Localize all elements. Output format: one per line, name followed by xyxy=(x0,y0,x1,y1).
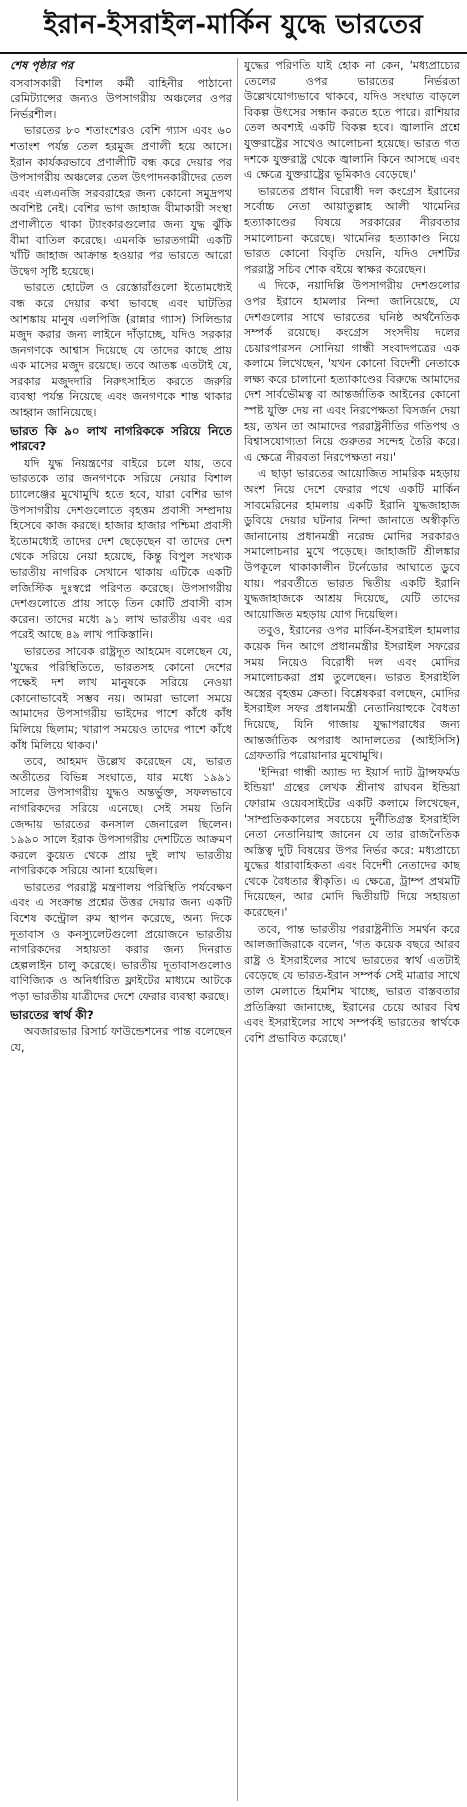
subheading: ভারত কি ৯০ লাখ নাগরিককে সরিয়ে নিতে পারবে? xyxy=(10,423,232,454)
article-paragraph: এ ছাড়া ভারতের আয়োজিত সামরিক মহড়ায় অংশ নিয়ে দেশে ফেরার পথে একটি মার্কিন সাবমেরিনের হামলায় একটি ইরানি যুদ্ধজাহাজ ডুবিয়ে দেয়ার ঘটনার নিন্দা জানাতে অস্বীকৃতি জানানোয় প্রধানমন্ত্রী নরেন্দ্র মোদির সরকারও সমালোচনার মুখে পড়েছে। জাহাজটি শ্রীলঙ্কার উপকূলে থাকাকালীন টর্নেডোর আঘাতে ডুবে যায়। পরবর্তীতে ভারত দ্বিতীয় একটি ইরানি যুদ্ধজাহাজকে আশ্রয় দিয়েছে, যেটি তাদের আয়োজিত মহড়ায় যোগ দিয়েছিল। xyxy=(244,467,460,621)
article-paragraph: তবুও, ইরানের ওপর মার্কিন-ইসরাইল হামলার কয়েক দিন আগে প্রধানমন্ত্রীর ইসরাইল সফরের সময় নিয়েও বিরোধী দল এবং মোদির সমালোচকরা প্রশ্ন তুলেছেন। ভারত ইসরাইলি অস্ত্রের বৃহত্তম ক্রেতা। বিশ্লেষকরা বলছেন, মোদির ইসরাইল সফর প্রধানমন্ত্রী নেতানিয়াহুকে বৈধতা দিয়েছে, যিনি গাজায় যুদ্ধাপরাধের জন্য আন্তর্জাতিক অপরাধ আদালতের (আইসিসি) গ্রেফতারি পরোয়ানার মুখোমুখি। xyxy=(244,624,460,763)
article-paragraph: যদি যুদ্ধ নিয়ন্ত্রণের বাইরে চলে যায়, তবে ভারতকে তার জনগণকে সরিয়ে নেয়ার বিশাল চ্যালেঞ্জের মুখোমুখি হতে হবে, যারা বেশির ভাগ উপসাগরীয় দেশগুলোতে বৃহত্তম প্রবাসী সম্প্রদায় হিসেবে কাজ করছে। হাজার হাজার পশ্চিমা প্রবাসী ইতোমধ্যেই তাদের দেশ ছেড়েছেন বা তাদের দেশ থেকে সরিয়ে নেয়া হয়েছে, কিন্তু বিপুল সংখ্যক ভারতীয় নাগরিক সেখানে থাকায় এটিকে একটি লজিস্টিক দুঃস্বপ্নে পরিণত করেছে। উপসাগরীয় দেশগুলোতে প্রায় সাড়ে তিন কোটি প্রবাসী বাস করেন। তাদের মধ্যে ৯১ লাখ ভারতীয় এবং এর পরেই আছে ৪৯ লাখ পাকিস্তানি। xyxy=(10,456,232,642)
article-paragraph: ভারতের প্রধান বিরোধী দল কংগ্রেস ইরানের সর্বোচ্চ নেতা আয়াতুল্লাহ আলী খামেনির হত্যাকাণ্ডের বিষয়ে সরকারের নীরবতার সমালোচনা করেছে। খামেনির হত্যাকাণ্ড নিয়ে ভারত কোনো বিবৃতি দেয়নি, যদিও দেশটির পররাষ্ট্র সচিব শোক বইয়ে স্বাক্ষর করেছেন। xyxy=(244,184,460,276)
article-paragraph: তবে, আহমদ উল্লেখ করেছেন যে, ভারত অতীতের বিভিন্ন সংঘাতে, যার মধ্যে ১৯৯১ সালের উপসাগরীয় যুদ্ধও অন্তর্ভুক্ত, সফলভাবে নাগরিকদের সরিয়ে এনেছে। সেই সময় তিনি জেদ্দায় ভারতের কনসাল জেনারেল ছিলেন। ১৯৯০ সালে ইরাক উপসাগরীয় দেশটিতে আক্রমণ করলে কুয়েত থেকে প্রায় দুই লাখ ভারতীয় নাগরিককে সরিয়ে আনা হয়েছিল। xyxy=(10,755,232,878)
column-divider xyxy=(237,58,238,1801)
subheading: ভারতের স্বার্থ কী? xyxy=(10,1007,94,1022)
article-paragraph: বসবাসকারী বিশাল কর্মী বাহিনীর পাঠানো রেমিট্যান্সের জন্যও উপসাগরীয় অঞ্চলের ওপর নির্ভরশীল। xyxy=(10,76,232,121)
left-column xyxy=(10,58,232,1803)
article-paragraph: এ দিকে, নয়াদিল্লি উপসাগরীয় দেশগুলোর ওপর ইরানে হামলার নিন্দা জানিয়েছে, যে দেশগুলোর সাথে ভারতের ঘনিষ্ঠ অর্থনৈতিক সম্পর্ক রয়েছে। কংগ্রেস সংসদীয় দলের চেয়ারপারসন সোনিয়া গান্ধী সংবাদপত্রের এক কলামে লিখেছেন, 'যখন কোনো বিদেশী নেতাকে লক্ষ্য করে চালানো হত্যাকাণ্ডের বিরুদ্ধে আমাদের দেশ সার্বভৌমত্ব বা আন্তর্জাতিক আইনের কোনো স্পষ্ট যুক্তি দেয় না এবং নিরপেক্ষতা বিসর্জন দেয়া হয়, তখন তা আমাদের পররাষ্ট্রনীতির গতিপথ ও বিশ্বাসযোগ্যতা নিয়ে গুরুতর সন্দেহ তৈরি করে। এ ক্ষেত্রে নীরবতা নিরপেক্ষতা নয়।' xyxy=(244,279,460,464)
article-paragraph: ভারতে হোটেল ও রেস্তোরাঁগুলো ইতোমধ্যেই বন্ধ করে দেয়ার কথা ভাবছে এবং ঘাটতির আশঙ্কায় মানুষ এলপিজি (রান্নার গ্যাস) সিলিন্ডার মজুদ করার জন্য লাইনে দাঁড়াচ্ছে, যদিও সরকার জনগণকে আশ্বাস দিয়েছে যে তাদের কাছে প্রায় এক মাসের মজুদ রয়েছে। তবে আতঙ্ক এতটাই যে, সরকার মজুদদারি নিরুৎসাহিত করতে জরুরি ব্যবস্থা পর্যন্ত নিয়েছে এবং জনগণকে শান্ত থাকার আহ্বান জানিয়েছে। xyxy=(10,281,232,420)
headline: ইরান-ইসরাইল-মার্কিন যুদ্ধে ভারতের xyxy=(0,0,467,54)
article-paragraph: ভারতের পররাষ্ট্র মন্ত্রণালয় পরিস্থিতি পর্যবেক্ষণ এবং এ সংক্রান্ত প্রশ্নের উত্তর দেয়ার জন্য একটি বিশেষ কন্ট্রোল রুম স্থাপন করেছে, অন্য দিকে দূতাবাস ও কনস্যুলেটগুলো প্রয়োজনে ভারতীয় নাগরিকদের সহায়তা করার জন্য দিনরাত হেল্পলাইন চালু করেছে। ভারতীয় দূতাবাসগুলোও বাণিজ্যিক ও অনির্ধারিত ফ্লাইটের মাধ্যমে আটকে পড়া ভারতীয় যাত্রীদের দেশে ফেরার ব্যবস্থা করছে। xyxy=(10,880,232,1004)
article-paragraph: ভারতের সাবেক রাষ্ট্রদূত আহমেদ বলেছেন যে, 'যুদ্ধের পরিস্থিতিতে, ভারতসহ কোনো দেশের পক্ষেই দশ লাখ মানুষকে সরিয়ে নেওয়া কোনোভাবেই সম্ভব নয়। আমরা ভালো সময়ে আমাদের উপসাগরীয় ভাইদের পাশে কাঁধে কাঁধ মিলিয়ে ছিলাম; খারাপ সময়েও তাদের পাশে কাঁধে কাঁধ মিলিয়ে থাকব।' xyxy=(10,644,232,752)
article-paragraph: 'ইন্দিরা গান্ধী অ্যান্ড দ্য ইয়ার্স দ্যাট ট্রান্সফর্মড ইন্ডিয়া' গ্রন্থের লেখক শ্রীনাথ রাঘবন ইন্ডিয়া ফোরাম ওয়েবসাইটের একটি কলামে লিখেছেন, 'সাম্প্রতিককালের সবচেয়ে দুর্নীতিগ্রস্ত ইসরাইলি নেতা নেতানিয়াহু জানেন যে তার রাজনৈতিক অস্তিত্ব দুটি বিষয়ের উপর নির্ভর করে: মধ্যপ্রাচ্যে যুদ্ধের ধারাবাহিকতা এবং বিদেশী নেতাদের কাছ থেকে বৈধতার স্বীকৃতি। এ ক্ষেত্রে, ট্রাম্প প্রথমটি দিয়েছেন, আর মোদি দ্বিতীয়টি দিয়ে সহায়তা করেছেন।' xyxy=(244,765,460,920)
article-paragraph: ভারতের ৮০ শতাংশেরও বেশি গ্যাস এবং ৬০ শতাংশ পর্যন্ত তেল হরমুজ প্রণালী হয়ে আসে। ইরান কার্যকরভাবে প্রণালীটি বন্ধ করে দেয়ার পর উপসাগরীয় অঞ্চলের তেল উৎপাদনকারীদের তেল এবং এলএনজি সরবরাহের জন্য কোনো সমুদ্রপথ অবশিষ্ট নেই। বেশির ভাগ জাহাজ বীমাকারী সংস্থা প্রণালীতে থাকা ট্যাংকারগুলোর জন্য যুদ্ধ ঝুঁকি বীমা বাতিল করেছে। এমনকি ভারতগামী একটি খাঁটি জাহাজ আক্রান্ত হওয়ার পর ভারতে আরো উদ্বেগ সৃষ্টি হয়েছে। xyxy=(10,124,232,278)
article-paragraph: যুদ্ধের পরিণতি যাই হোক না কেন, 'মধ্যপ্রাচ্যের তেলের ওপর ভারতের নির্ভরতা উল্লেখযোগ্যভাবে থাকবে, যদিও সংঘাত বাড়লে বিকল্প উৎসের সন্ধান করতে হতে পারে। রাশিয়ার তেল অবশ্যই একটি বিকল্প হবে। জ্বালানি প্রশ্নে যুক্তরাষ্ট্রের সাথেও আলোচনা হয়েছে। ভারত গত দশকে যুক্তরাষ্ট্র থেকে জ্বালানি কিনে আসছে এবং এ ক্ষেত্রে যুক্তরাষ্ট্রের ভূমিকাও বেড়েছে।' xyxy=(244,59,460,182)
article-paragraph: অবজারভার রিসার্চ ফাউন্ডেশনের পান্ত বলেছেন যে, xyxy=(10,1025,232,1054)
continued-from-label: শেষ পৃষ্ঠার পর xyxy=(10,59,74,72)
right-column xyxy=(244,58,460,1803)
article-paragraph: তবে, পান্ত ভারতীয় পররাষ্ট্রনীতি সমর্থন করে আলজাজিরাকে বলেন, 'গত কয়েক বছরে আরব রাষ্ট্র ও ইসরাইলের সাথে ভারতের স্বার্থ এতটাই বেড়েছে যে ভারত-ইরান সম্পর্ক সেই মাত্রার সাথে তাল মেলাতে হিমশিম খাচ্ছে, ভারত বাস্তবতার প্রতিক্রিয়া জানাচ্ছে, ইরানের চেয়ে আরব বিশ্ব এবং ইসরাইলের সাথে সম্পর্কই ভারতের স্বার্থকে বেশি প্রভাবিত করেছে।' xyxy=(244,922,460,1045)
